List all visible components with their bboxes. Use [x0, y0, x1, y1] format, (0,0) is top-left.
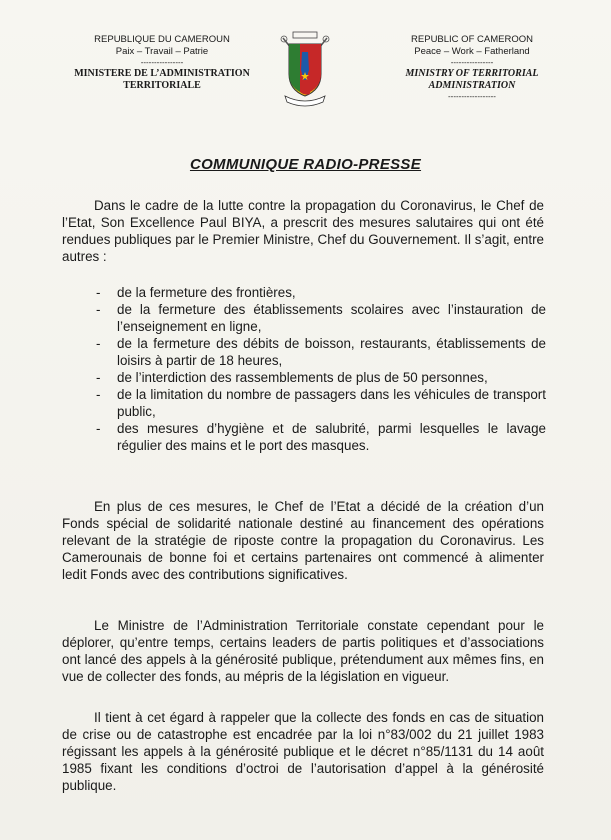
list-item: [96, 386, 546, 420]
bullet-dash: -: [96, 336, 101, 351]
list-item: [96, 420, 546, 454]
list-item: [96, 335, 546, 369]
ministry-name-en-line1: MINISTRY OF TERRITORIAL: [405, 68, 539, 79]
measures-list: [96, 284, 546, 454]
ministry-name-fr-line1: MINISTERE DE L’ADMINISTRATION: [74, 68, 250, 79]
bullet-dash: -: [96, 302, 101, 317]
measure-text: des mesures d’hygiène et de salubrité, parmi lesquelles le lavage régulier des mains et le port des masques.: [117, 421, 546, 453]
paragraph-legal-reminder: Il tient à cet égard à rappeler que la collecte des fonds en cas de situation de crise ou de catastrophe est encadrée par la loi n°83/002 du 21 juillet 1983 régissant les appels à la générosité publique et le décret n°85/1131 du 14 août 1985 fixant les conditions d’octroi de l’autorisation d’appel à la générosité publique.: [62, 710, 544, 793]
country-name-fr: REPUBLIQUE DU CAMEROUN: [94, 34, 230, 45]
measure-text: de la limitation du nombre de passagers dans les véhicules de transport public,: [117, 387, 546, 419]
separator-left: ----------------: [140, 58, 184, 67]
bullet-dash: -: [96, 387, 101, 402]
motto-fr: Paix – Travail – Patrie: [115, 46, 209, 57]
paragraph-ministry-observation: Le Ministre de l’Administration Territoriale constate cependant pour le déplorer, qu’entre temps, certains leaders de partis politiques et d’associations ont lancé des appels à la générosité publique, prétendument aux mêmes fins, en vue de collecter des fonds, au mépris de la législation en vigueur.: [62, 618, 544, 684]
header-left-block: [52, 34, 272, 92]
measure-text: de la fermeture des débits de boisson, restaurants, établissements de loisirs à partir de 18 heures,: [117, 336, 546, 368]
measure-text: de la fermeture des établissements scolaires avec l’instauration de l’enseignement en ligne,: [117, 302, 546, 334]
country-name-en: REPUBLIC OF CAMEROON: [411, 34, 533, 45]
paragraph-fund: En plus de ces mesures, le Chef de l’Etat a décidé de la création d’un Fonds spécial de solidarité nationale destiné au financement des opérations relevant de la stratégie de riposte contre la propagation du Coronavirus. Les Camerounais de bonne foi et certains partenaires ont commencé à alimenter ledit Fonds avec des contributions significatives.: [62, 499, 544, 582]
bullet-dash: -: [96, 421, 101, 436]
intro-paragraph: Dans le cadre de la lutte contre la propagation du Coronavirus, le Chef de l’Etat, Son Excellence Paul BIYA, a prescrit des mesures salutaires qui ont été rendues publiques par le Premier Ministre, Chef du Gouvernement. Il s’agit, entre autres :: [62, 198, 544, 264]
separator-right-bottom: ------------------: [448, 92, 496, 101]
motto-en: Peace – Work – Fatherland: [414, 46, 530, 57]
list-item: [96, 369, 546, 386]
ministry-name-fr-line2: TERRITORIALE: [123, 80, 201, 91]
measure-text: de la fermeture des frontières,: [117, 285, 296, 300]
coat-of-arms-icon: [279, 30, 331, 110]
list-item: [96, 301, 546, 335]
bullet-dash: -: [96, 370, 101, 385]
ministry-name-en-line2: ADMINISTRATION: [428, 80, 516, 91]
separator-right: ----------------: [450, 58, 494, 67]
measure-text: de l’interdiction des rassemblements de plus de 50 personnes,: [117, 370, 488, 385]
header-right-block: [372, 34, 572, 102]
document-title: COMMUNIQUE RADIO-PRESSE: [189, 156, 422, 173]
bullet-dash: -: [96, 285, 101, 300]
list-item: [96, 284, 546, 301]
